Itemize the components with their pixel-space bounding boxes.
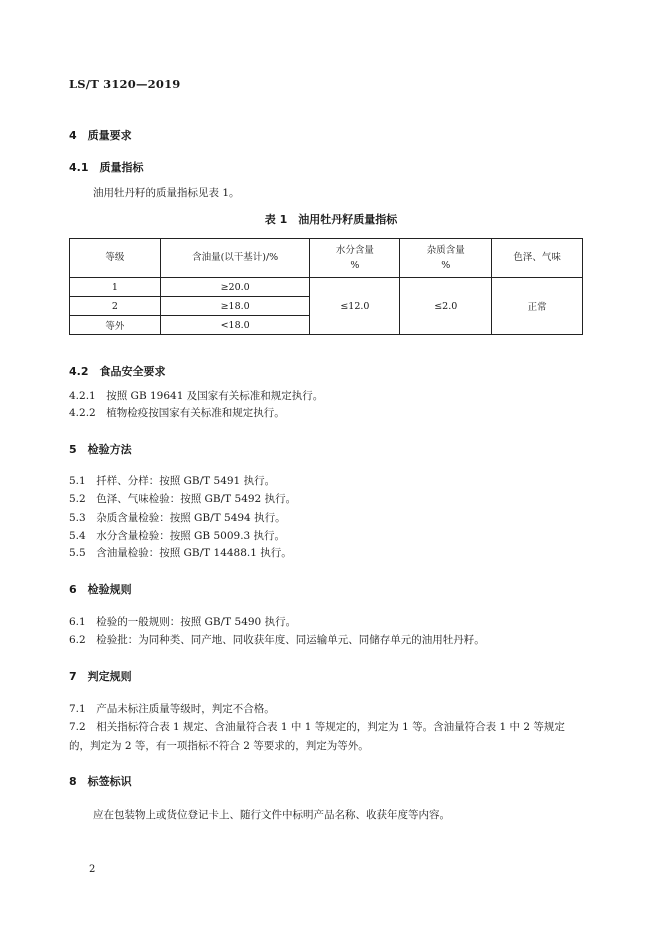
section-4-1-text: 油用牡丹籽的质量指标见表 1。 <box>93 187 240 199</box>
section-4-2-title: 4.2 食品安全要求 <box>69 365 166 378</box>
clause-6-2: 6.2 检验批：为同种类、同产地、同收获年度、同运输单元、同储存单元的油用牡丹籽。 <box>69 634 485 646</box>
table-caption: 表 1 油用牡丹籽质量指标 <box>264 213 398 226</box>
header-color-odor: 色泽、气味 <box>492 239 583 278</box>
cell-oil-content: ≥20.0 <box>160 278 310 297</box>
clause-6-1: 6.1 检验的一般规则：按照 GB/T 5490 执行。 <box>69 616 297 628</box>
cell-oil-content: ≥18.0 <box>160 297 310 316</box>
header-impurity: 杂质含量 % <box>400 239 492 278</box>
section-7-title: 7 判定规则 <box>69 670 132 683</box>
clause-4-2-2: 4.2.2 植物检疫按国家有关标准和规定执行。 <box>69 407 285 419</box>
page-number: 2 <box>89 864 96 875</box>
clause-5-3: 5.3 杂质含量检验：按照 GB/T 5494 执行。 <box>69 512 286 524</box>
header-grade: 等级 <box>70 239 161 278</box>
section-4-1-title: 4.1 质量指标 <box>69 161 144 174</box>
cell-grade: 2 <box>70 297 161 316</box>
section-8-text: 应在包装物上或货位登记卡上、随行文件中标明产品名称、收获年度等内容。 <box>93 809 450 821</box>
cell-oil-content: <18.0 <box>160 316 310 335</box>
clause-5-2: 5.2 色泽、气味检验：按照 GB/T 5492 执行。 <box>69 493 297 505</box>
cell-moisture-value: ≤12.0 <box>310 278 400 335</box>
section-6-title: 6 检验规则 <box>69 583 132 596</box>
clause-7-2-line-2: 的，判定为 2 等，有一项指标不符合 2 等要求的，判定为等外。 <box>69 740 369 752</box>
clause-4-2-1: 4.2.1 按照 GB 19641 及国家有关标准和规定执行。 <box>69 390 324 402</box>
section-4-title: 4 质量要求 <box>69 129 132 142</box>
cell-grade: 等外 <box>70 316 161 335</box>
section-8-title: 8 标签标识 <box>69 775 132 788</box>
table-header-row <box>70 239 583 278</box>
clause-5-4: 5.4 水分含量检验：按照 GB 5009.3 执行。 <box>69 530 286 542</box>
clause-5-5: 5.5 含油量检验：按照 GB/T 14488.1 执行。 <box>69 547 292 559</box>
section-5-title: 5 检验方法 <box>69 443 132 456</box>
table-row <box>70 278 583 297</box>
standard-code-header: LS/T 3120—2019 <box>69 77 181 91</box>
clause-5-1: 5.1 扦样、分样：按照 GB/T 5491 执行。 <box>69 475 276 487</box>
header-oil-content: 含油量(以干基计)/% <box>160 239 310 278</box>
clause-7-2-line-1: 7.2 相关指标符合表 1 规定、含油量符合表 1 中 1 等规定的，判定为 1 等。含油量符合表 1 中 2 等规定 <box>69 721 565 733</box>
clause-7-1: 7.1 产品未标注质量等级时，判定不合格。 <box>69 703 275 715</box>
header-moisture: 水分含量 % <box>310 239 400 278</box>
cell-impurity-value: ≤2.0 <box>400 278 492 335</box>
cell-grade: 1 <box>70 278 161 297</box>
cell-color-value: 正常 <box>492 278 583 335</box>
quality-index-table <box>69 238 583 335</box>
